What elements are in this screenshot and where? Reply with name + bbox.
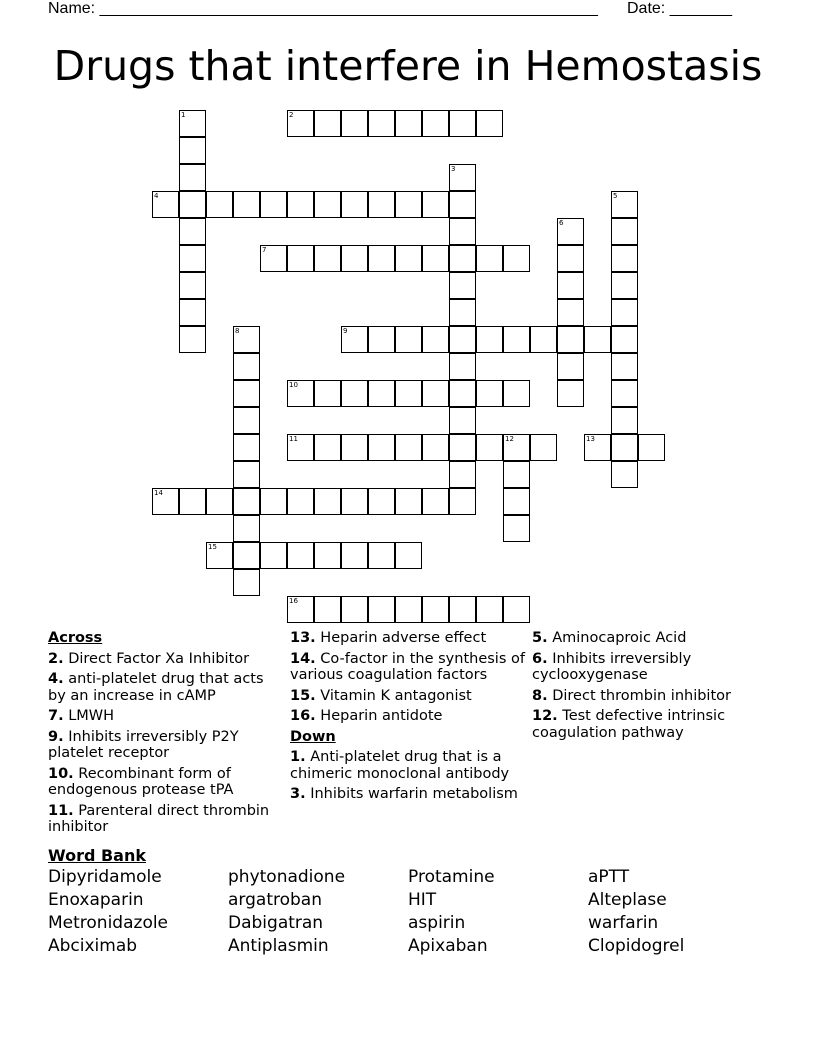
- down-clue: [532, 688, 772, 705]
- word-bank-item: aspirin: [408, 913, 466, 933]
- across-heading: Across: [48, 630, 103, 646]
- grid-cell[interactable]: [368, 488, 395, 515]
- across-clue: [290, 688, 525, 705]
- grid-cell[interactable]: [152, 488, 179, 515]
- down-clue: [290, 786, 525, 803]
- clue-text: Test defective intrinsic coagulation pathway: [532, 708, 726, 741]
- grid-cell[interactable]: [476, 110, 503, 137]
- grid-cell[interactable]: [611, 326, 638, 353]
- grid-cell[interactable]: [422, 380, 449, 407]
- grid-cell[interactable]: [449, 461, 476, 488]
- grid-cell[interactable]: [368, 380, 395, 407]
- word-bank-item: Protamine: [408, 867, 495, 887]
- clue-text: Heparin antidote: [315, 708, 443, 724]
- word-bank-item: aPTT: [588, 867, 630, 887]
- grid-cell[interactable]: [449, 596, 476, 623]
- grid-cell[interactable]: [449, 245, 476, 272]
- grid-cell[interactable]: [179, 245, 206, 272]
- grid-cell[interactable]: [449, 407, 476, 434]
- clue-number: 1: [181, 111, 186, 119]
- grid-cell[interactable]: [233, 191, 260, 218]
- clue-text: Inhibits irreversibly cyclooxygenase: [532, 650, 692, 683]
- clue-text: Anti-platelet drug that is a chimeric monoclonal antibody: [290, 749, 510, 782]
- grid-cell[interactable]: [179, 191, 206, 218]
- grid-cell[interactable]: [233, 407, 260, 434]
- grid-cell[interactable]: [314, 110, 341, 137]
- grid-cell[interactable]: [287, 434, 314, 461]
- word-bank-item: HIT: [408, 890, 437, 910]
- word-bank-item: Metronidazole: [48, 913, 169, 933]
- clue-text: Direct thrombin inhibitor: [547, 687, 731, 704]
- grid-cell[interactable]: [395, 596, 422, 623]
- grid-cell[interactable]: [557, 353, 584, 380]
- clue-number: 15.: [290, 687, 316, 704]
- clue-number: 7: [262, 246, 267, 254]
- grid-cell[interactable]: [287, 488, 314, 515]
- down-clue-list-continued: [532, 630, 772, 741]
- grid-cell[interactable]: [341, 434, 368, 461]
- across-clue: [290, 708, 525, 725]
- grid-cell[interactable]: [233, 380, 260, 407]
- down-heading: Down: [290, 728, 336, 745]
- grid-cell[interactable]: [503, 434, 530, 461]
- grid-cell[interactable]: [557, 272, 584, 299]
- grid-cell[interactable]: [449, 488, 476, 515]
- word-bank-item: argatroban: [228, 890, 322, 910]
- clue-number: 8.: [532, 687, 548, 704]
- grid-cell[interactable]: [422, 191, 449, 218]
- grid-cell[interactable]: [314, 191, 341, 218]
- grid-cell[interactable]: [341, 596, 368, 623]
- across-clue-list: [48, 651, 278, 836]
- grid-cell[interactable]: [584, 434, 611, 461]
- clue-text: Recombinant form of endogenous protease tPA: [48, 765, 234, 798]
- grid-cell[interactable]: [314, 542, 341, 569]
- grid-cell[interactable]: [368, 191, 395, 218]
- across-clue: [48, 766, 278, 799]
- grid-cell[interactable]: [314, 380, 341, 407]
- grid-cell[interactable]: [341, 542, 368, 569]
- grid-cell[interactable]: [179, 299, 206, 326]
- grid-cell[interactable]: [584, 326, 611, 353]
- grid-cell[interactable]: [179, 164, 206, 191]
- clue-number: 3.: [290, 786, 306, 802]
- clue-number: 3: [451, 165, 456, 173]
- clue-text: Inhibits warfarin metabolism: [305, 786, 518, 802]
- clue-number: 13.: [290, 630, 316, 646]
- across-clue: [48, 708, 278, 725]
- grid-cell[interactable]: [611, 245, 638, 272]
- page-title: Drugs that interfere in Hemostasis: [53, 42, 763, 90]
- grid-cell[interactable]: [152, 191, 179, 218]
- grid-cell[interactable]: [449, 110, 476, 137]
- clue-text: Aminocaproic Acid: [547, 630, 687, 646]
- clue-number: 13: [586, 435, 595, 443]
- grid-cell[interactable]: [530, 434, 557, 461]
- grid-cell[interactable]: [287, 596, 314, 623]
- clue-number: 10: [289, 381, 298, 389]
- grid-cell[interactable]: [206, 191, 233, 218]
- grid-cell[interactable]: [314, 488, 341, 515]
- word-bank-item: phytonadione: [228, 867, 346, 887]
- across-clue: [290, 630, 525, 647]
- grid-cell[interactable]: [179, 110, 206, 137]
- grid-cell[interactable]: [395, 245, 422, 272]
- grid-cell[interactable]: [611, 434, 638, 461]
- grid-cell[interactable]: [476, 245, 503, 272]
- grid-cell[interactable]: [476, 326, 503, 353]
- grid-cell[interactable]: [368, 542, 395, 569]
- grid-cell[interactable]: [341, 326, 368, 353]
- clue-number: 7.: [48, 708, 64, 724]
- grid-cell[interactable]: [611, 461, 638, 488]
- word-bank-item: Alteplase: [588, 890, 667, 910]
- grid-cell[interactable]: [503, 488, 530, 515]
- grid-cell[interactable]: [179, 218, 206, 245]
- grid-cell[interactable]: [287, 191, 314, 218]
- grid-cell[interactable]: [233, 569, 260, 596]
- across-clue: [48, 651, 278, 668]
- grid-cell[interactable]: [341, 110, 368, 137]
- word-bank-item: Abciximab: [48, 936, 138, 956]
- grid-cell[interactable]: [368, 434, 395, 461]
- clue-number: 14.: [290, 650, 316, 667]
- clue-number: 5: [613, 192, 618, 200]
- grid-cell[interactable]: [233, 488, 260, 515]
- grid-cell[interactable]: [368, 326, 395, 353]
- across-clue: [48, 671, 278, 704]
- grid-cell[interactable]: [449, 218, 476, 245]
- clue-number: 10.: [48, 765, 74, 782]
- clue-number: 12.: [532, 708, 558, 724]
- down-clue-list: [290, 749, 525, 803]
- down-clue: [290, 749, 525, 782]
- clue-number: 16.: [290, 708, 316, 724]
- clue-text: Co-factor in the synthesis of various coagulation factors: [290, 650, 525, 683]
- clue-number: 14: [154, 489, 163, 497]
- clue-number: 11: [289, 435, 298, 443]
- clue-text: LMWH: [63, 708, 115, 724]
- word-bank-item: Apixaban: [408, 936, 488, 956]
- grid-cell[interactable]: [395, 380, 422, 407]
- grid-cell[interactable]: [530, 326, 557, 353]
- grid-cell[interactable]: [611, 218, 638, 245]
- word-bank-item: Dabigatran: [228, 913, 324, 933]
- grid-cell[interactable]: [341, 191, 368, 218]
- clues-column-3: [532, 630, 772, 745]
- grid-cell[interactable]: [557, 326, 584, 353]
- clue-text: Inhibits irreversibly P2Y platelet receptor: [48, 728, 239, 761]
- grid-cell[interactable]: [314, 434, 341, 461]
- grid-cell[interactable]: [233, 434, 260, 461]
- down-clue: [532, 708, 772, 741]
- grid-cell[interactable]: [314, 596, 341, 623]
- grid-cell[interactable]: [233, 542, 260, 569]
- clue-text: Parenteral direct thrombin inhibitor: [48, 802, 270, 835]
- grid-cell[interactable]: [503, 596, 530, 623]
- grid-cell[interactable]: [341, 488, 368, 515]
- grid-cell[interactable]: [260, 542, 287, 569]
- word-bank-item: Dipyridamole: [48, 867, 162, 887]
- grid-cell[interactable]: [422, 110, 449, 137]
- word-bank-item: Enoxaparin: [48, 890, 144, 910]
- down-clue: [532, 651, 772, 684]
- grid-cell[interactable]: [206, 542, 233, 569]
- down-clue: [532, 630, 772, 647]
- grid-cell[interactable]: [503, 326, 530, 353]
- grid-cell[interactable]: [395, 191, 422, 218]
- grid-cell[interactable]: [260, 245, 287, 272]
- grid-cell[interactable]: [476, 434, 503, 461]
- clue-number: 1.: [290, 749, 306, 765]
- grid-cell[interactable]: [395, 434, 422, 461]
- grid-cell[interactable]: [395, 488, 422, 515]
- grid-cell[interactable]: [449, 272, 476, 299]
- grid-cell[interactable]: [287, 380, 314, 407]
- grid-cell[interactable]: [476, 596, 503, 623]
- grid-cell[interactable]: [503, 380, 530, 407]
- clues-column-1: [48, 630, 278, 840]
- date-field-label: Date: _______: [627, 0, 732, 17]
- grid-cell[interactable]: [179, 137, 206, 164]
- grid-cell[interactable]: [368, 596, 395, 623]
- name-field-label: Name: ________________________________________________________: [48, 0, 598, 17]
- grid-cell[interactable]: [557, 380, 584, 407]
- clue-text: Direct Factor Xa Inhibitor: [63, 650, 250, 667]
- clue-number: 16: [289, 597, 298, 605]
- word-bank-title: Word Bank: [48, 846, 147, 865]
- grid-cell[interactable]: [449, 380, 476, 407]
- word-bank-item: Antiplasmin: [228, 936, 329, 956]
- grid-cell[interactable]: [449, 434, 476, 461]
- word-bank-item: warfarin: [588, 913, 659, 933]
- grid-cell[interactable]: [638, 434, 665, 461]
- grid-cell[interactable]: [476, 380, 503, 407]
- clue-number: 8: [235, 327, 240, 335]
- clue-number: 2: [289, 111, 294, 119]
- clue-number: 5.: [532, 630, 548, 646]
- grid-cell[interactable]: [314, 245, 341, 272]
- across-clue-list-continued: [290, 630, 525, 725]
- grid-cell[interactable]: [422, 326, 449, 353]
- grid-cell[interactable]: [503, 515, 530, 542]
- grid-cell[interactable]: [233, 515, 260, 542]
- grid-cell[interactable]: [449, 353, 476, 380]
- grid-cell[interactable]: [611, 191, 638, 218]
- grid-cell[interactable]: [611, 272, 638, 299]
- grid-cell[interactable]: [233, 353, 260, 380]
- grid-cell[interactable]: [368, 110, 395, 137]
- grid-cell[interactable]: [449, 164, 476, 191]
- grid-cell[interactable]: [611, 299, 638, 326]
- grid-cell[interactable]: [341, 245, 368, 272]
- grid-cell[interactable]: [422, 596, 449, 623]
- clue-number: 2.: [48, 650, 64, 667]
- grid-cell[interactable]: [206, 488, 233, 515]
- clue-number: 15: [208, 543, 217, 551]
- grid-cell[interactable]: [341, 380, 368, 407]
- grid-cell[interactable]: [557, 218, 584, 245]
- clue-text: Vitamin K antagonist: [315, 687, 472, 704]
- grid-cell[interactable]: [179, 326, 206, 353]
- grid-cell[interactable]: [395, 110, 422, 137]
- grid-cell[interactable]: [260, 191, 287, 218]
- clue-number: 4.: [48, 671, 64, 687]
- grid-cell[interactable]: [368, 245, 395, 272]
- grid-cell[interactable]: [422, 245, 449, 272]
- clue-text: anti-platelet drug that acts by an increase in cAMP: [48, 671, 264, 704]
- grid-cell[interactable]: [422, 434, 449, 461]
- clue-number: 9.: [48, 728, 64, 745]
- grid-cell[interactable]: [287, 542, 314, 569]
- clue-number: 4: [154, 192, 159, 200]
- grid-cell[interactable]: [287, 245, 314, 272]
- grid-cell[interactable]: [503, 245, 530, 272]
- grid-cell[interactable]: [611, 353, 638, 380]
- across-clue: [48, 803, 278, 836]
- clue-number: 9: [343, 327, 348, 335]
- grid-cell[interactable]: [611, 380, 638, 407]
- grid-cell[interactable]: [611, 407, 638, 434]
- across-clue: [290, 651, 525, 684]
- grid-cell[interactable]: [260, 488, 287, 515]
- grid-cell[interactable]: [179, 488, 206, 515]
- grid-cell[interactable]: [287, 110, 314, 137]
- clue-number: 6.: [532, 650, 548, 667]
- clue-number: 12: [505, 435, 514, 443]
- word-bank-item: Clopidogrel: [588, 936, 685, 956]
- clues-column-2: [290, 630, 525, 807]
- clue-text: Heparin adverse effect: [315, 630, 487, 646]
- grid-cell[interactable]: [449, 191, 476, 218]
- grid-cell[interactable]: [233, 461, 260, 488]
- grid-cell[interactable]: [395, 542, 422, 569]
- grid-cell[interactable]: [395, 326, 422, 353]
- word-bank: [48, 868, 768, 957]
- grid-cell[interactable]: [449, 299, 476, 326]
- grid-cell[interactable]: [422, 488, 449, 515]
- grid-cell[interactable]: [503, 461, 530, 488]
- grid-cell[interactable]: [449, 326, 476, 353]
- clue-number: 11.: [48, 802, 74, 819]
- grid-cell[interactable]: [557, 245, 584, 272]
- across-clue: [48, 729, 278, 762]
- grid-cell[interactable]: [233, 326, 260, 353]
- grid-cell[interactable]: [179, 272, 206, 299]
- grid-cell[interactable]: [557, 299, 584, 326]
- clue-number: 6: [559, 219, 564, 227]
